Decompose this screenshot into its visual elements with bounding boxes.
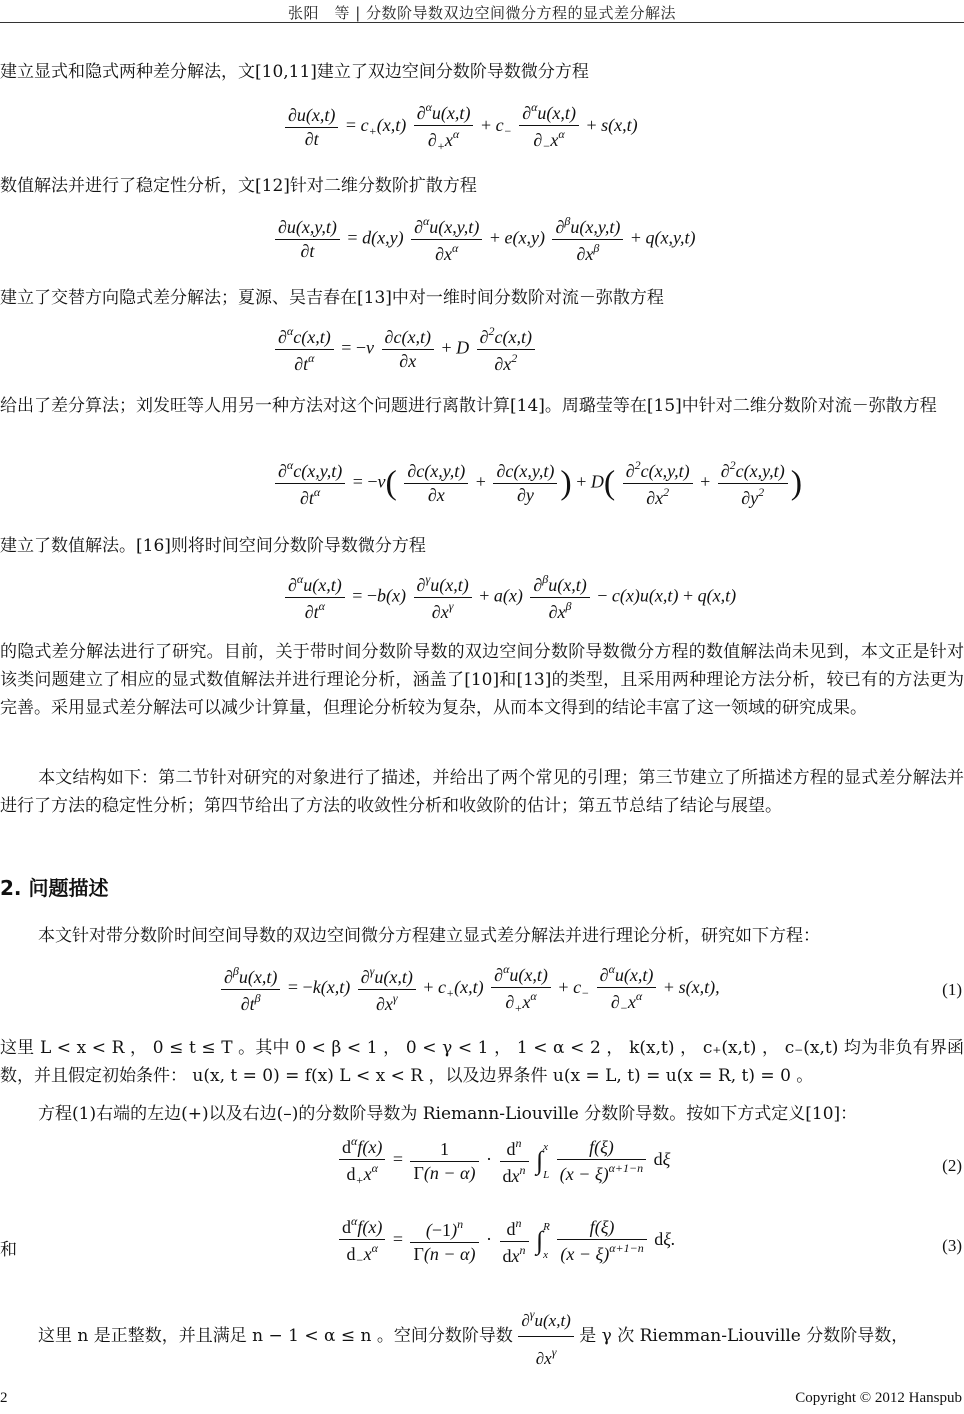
equation-1d-advection-dispersion: $\frac{\partial^\alpha c(x,t)}{\partial t^\alpha}$ = −v $\frac{\partial c(x,t)}{\partial x}$ + D $\frac{\partial^2c(x,t)}{\partial x^2}$ bbox=[272, 324, 538, 375]
equation-label-3: (3) bbox=[942, 1236, 962, 1255]
equation-label-2: (2) bbox=[942, 1156, 962, 1175]
paragraph-10: 方程(1)右端的左边(+)以及右边(–)的分数阶导数为 Riemann-Liouville 分数阶导数。按如下方式定义[10]： bbox=[38, 1104, 858, 1124]
equation-label-1: (1) bbox=[942, 980, 962, 999]
equation-2d-diffusion: $\frac{\partial u(x,y,t)}{\partial t}$ = d(x,y) $\frac{\partial^\alpha u(x,y,t)}{\partial x^\alpha}$ + e(x,y) $\frac{\partial^\beta u(x,y,t)}{\partial x^\beta}$ + q(x,y,t) bbox=[272, 214, 696, 265]
equation-3: $\frac{d^\alpha f(x)}{d_-x^\alpha}$ = $\frac{(-1)^n}{\Gamma(n - \alpha)}$ · $\frac{d^n}{dx^n}$ ∫R x $\frac{f(\xi)}{(x - \xi)^{\alpha+1-n}}$ dξ. bbox=[336, 1214, 675, 1268]
copyright-notice: Copyright © 2012 Hanspub bbox=[795, 1390, 962, 1406]
paragraph-11: 这里 n 是正整数，并且满足 n − 1 < α ≤ n 。空间分数阶导数 $\frac{\partial^\gamma u(x,t)}{\partial x^\gamma}$ 是 γ 次 Riemman-Liouville 分数阶导数， bbox=[0, 1300, 964, 1373]
equation-time-space-fractional: $\frac{\partial^\alpha u(x,t)}{\partial t^\alpha}$ = −b(x) $\frac{\partial^\gamma u(x,t)}{\partial x^\gamma}$ + a(x) $\frac{\partial^\beta u(x,t)}{\partial x^\beta}$ − c(x)u(x,t) + q(x,t) bbox=[282, 572, 736, 623]
paragraph-1: 建立显式和隐式两种差分解法，文[10,11]建立了双边空间分数阶导数微分方程 bbox=[0, 62, 589, 82]
paragraph-8: 本文针对带分数阶时间空间导数的双边空间微分方程建立显式差分解法并进行理论分析，研究如下方程： bbox=[38, 926, 820, 946]
paragraph-2: 数值解法并进行了稳定性分析，文[12]针对二维分数阶扩散方程 bbox=[0, 176, 477, 196]
page-number: 2 bbox=[0, 1390, 8, 1406]
equation-2d-advection-dispersion: $\frac{\partial^\alpha c(x,y,t)}{\partial t^\alpha}$ = −v( $\frac{\partial c(x,y,t)}{\partial x}$ + $\frac{\partial c(x,y,t)}{\partial y}$ ) + D( $\frac{\partial^2c(x,y,t)}{\partial x^2}$ + $\frac{\partial^2c(x,y,t)}{\partial y^2}$ ) bbox=[272, 458, 802, 509]
equation-two-sided: $\frac{\partial u(x,t)}{\partial t}$ = $c_+(x,t)$ $\frac{\partial^\alpha u(x,t)}{\partial_+x^\alpha}$ + $c_-$ $\frac{\partial^\alpha u(x,t)}{\partial_-x^\alpha}$ + s(x,t) bbox=[282, 100, 638, 154]
equation-1: $\frac{\partial^\beta u(x,t)}{\partial t^\beta}$ = −k(x,t) $\frac{\partial^\gamma u(x,t)}{\partial x^\gamma}$ + $c_+(x,t)$ $\frac{\partial^\alpha u(x,t)}{\partial_+x^\alpha}$ + $c_-$ $\frac{\partial^\alpha u(x,t)}{\partial_-x^\alpha}$ + s(x,t), bbox=[218, 962, 720, 1016]
running-header: 张阳 等 | 分数阶导数双边空间微分方程的显式差分解法 bbox=[287, 4, 677, 22]
paragraph-4: 给出了差分算法；刘发旺等人用另一种方法对这个问题进行离散计算[14]。周璐莹等在[15]中针对二维分数阶对流－弥散方程 bbox=[0, 396, 937, 416]
inline-space-derivative: $\frac{\partial^\gamma u(x,t)}{\partial x^\gamma}$ bbox=[518, 1300, 574, 1373]
paragraph-6: 的隐式差分解法进行了研究。目前，关于带时间分数阶导数的双边空间分数阶导数微分方程的数值解法尚未见到，本文正是针对该类问题建立了相应的显式数值解法并进行理论分析，涵盖了[10]和[13]的类型，且采用两种理论方法分析，较已有的方法更为完善。采用显式差分解法可以减少计算量，但理论分析较为复杂，从而本文得到的结论丰富了这一领域的研究成果。 bbox=[0, 642, 964, 718]
equation-2: $\frac{d^\alpha f(x)}{d_+x^\alpha}$ = $\frac{1}{\Gamma(n - \alpha)}$ · $\frac{d^n}{dx^n}$ ∫x L $\frac{f(\xi)}{(x - \xi)^{\alpha+1-n}}$ dξ bbox=[336, 1134, 670, 1188]
paragraph-9: 这里 L < x < R ， 0 ≤ t ≤ T 。其中 0 < β < 1 ， 0 < γ < 1 ， 1 < α < 2 ， k(x,t) ， c₊(x,t) ， c₋(x,t) 均为非负有界函数，并且假定初始条件： u(x, t = 0) = f(x) L < x < R ，以及边界条件 u(x = L, t) = u(x = R, t) = 0 。 bbox=[0, 1038, 964, 1086]
header-rule bbox=[0, 22, 964, 23]
paragraph-5: 建立了数值解法。[16]则将时间空间分数阶导数微分方程 bbox=[0, 536, 426, 556]
paragraph-7: 本文结构如下：第二节针对研究的对象进行了描述，并给出了两个常见的引理；第三节建立了所描述方程的显式差分解法并进行了方法的稳定性分析；第四节给出了方法的收敛性分析和收敛阶的估计；第五节总结了结论与展望。 bbox=[0, 768, 964, 816]
section-title: 2. 问题描述 bbox=[0, 876, 109, 900]
paragraph-3: 建立了交替方向隐式差分解法；夏源、吴吉春在[13]中对一维时间分数阶对流－弥散方程 bbox=[0, 288, 664, 308]
conjunction-and: 和 bbox=[0, 1240, 17, 1260]
